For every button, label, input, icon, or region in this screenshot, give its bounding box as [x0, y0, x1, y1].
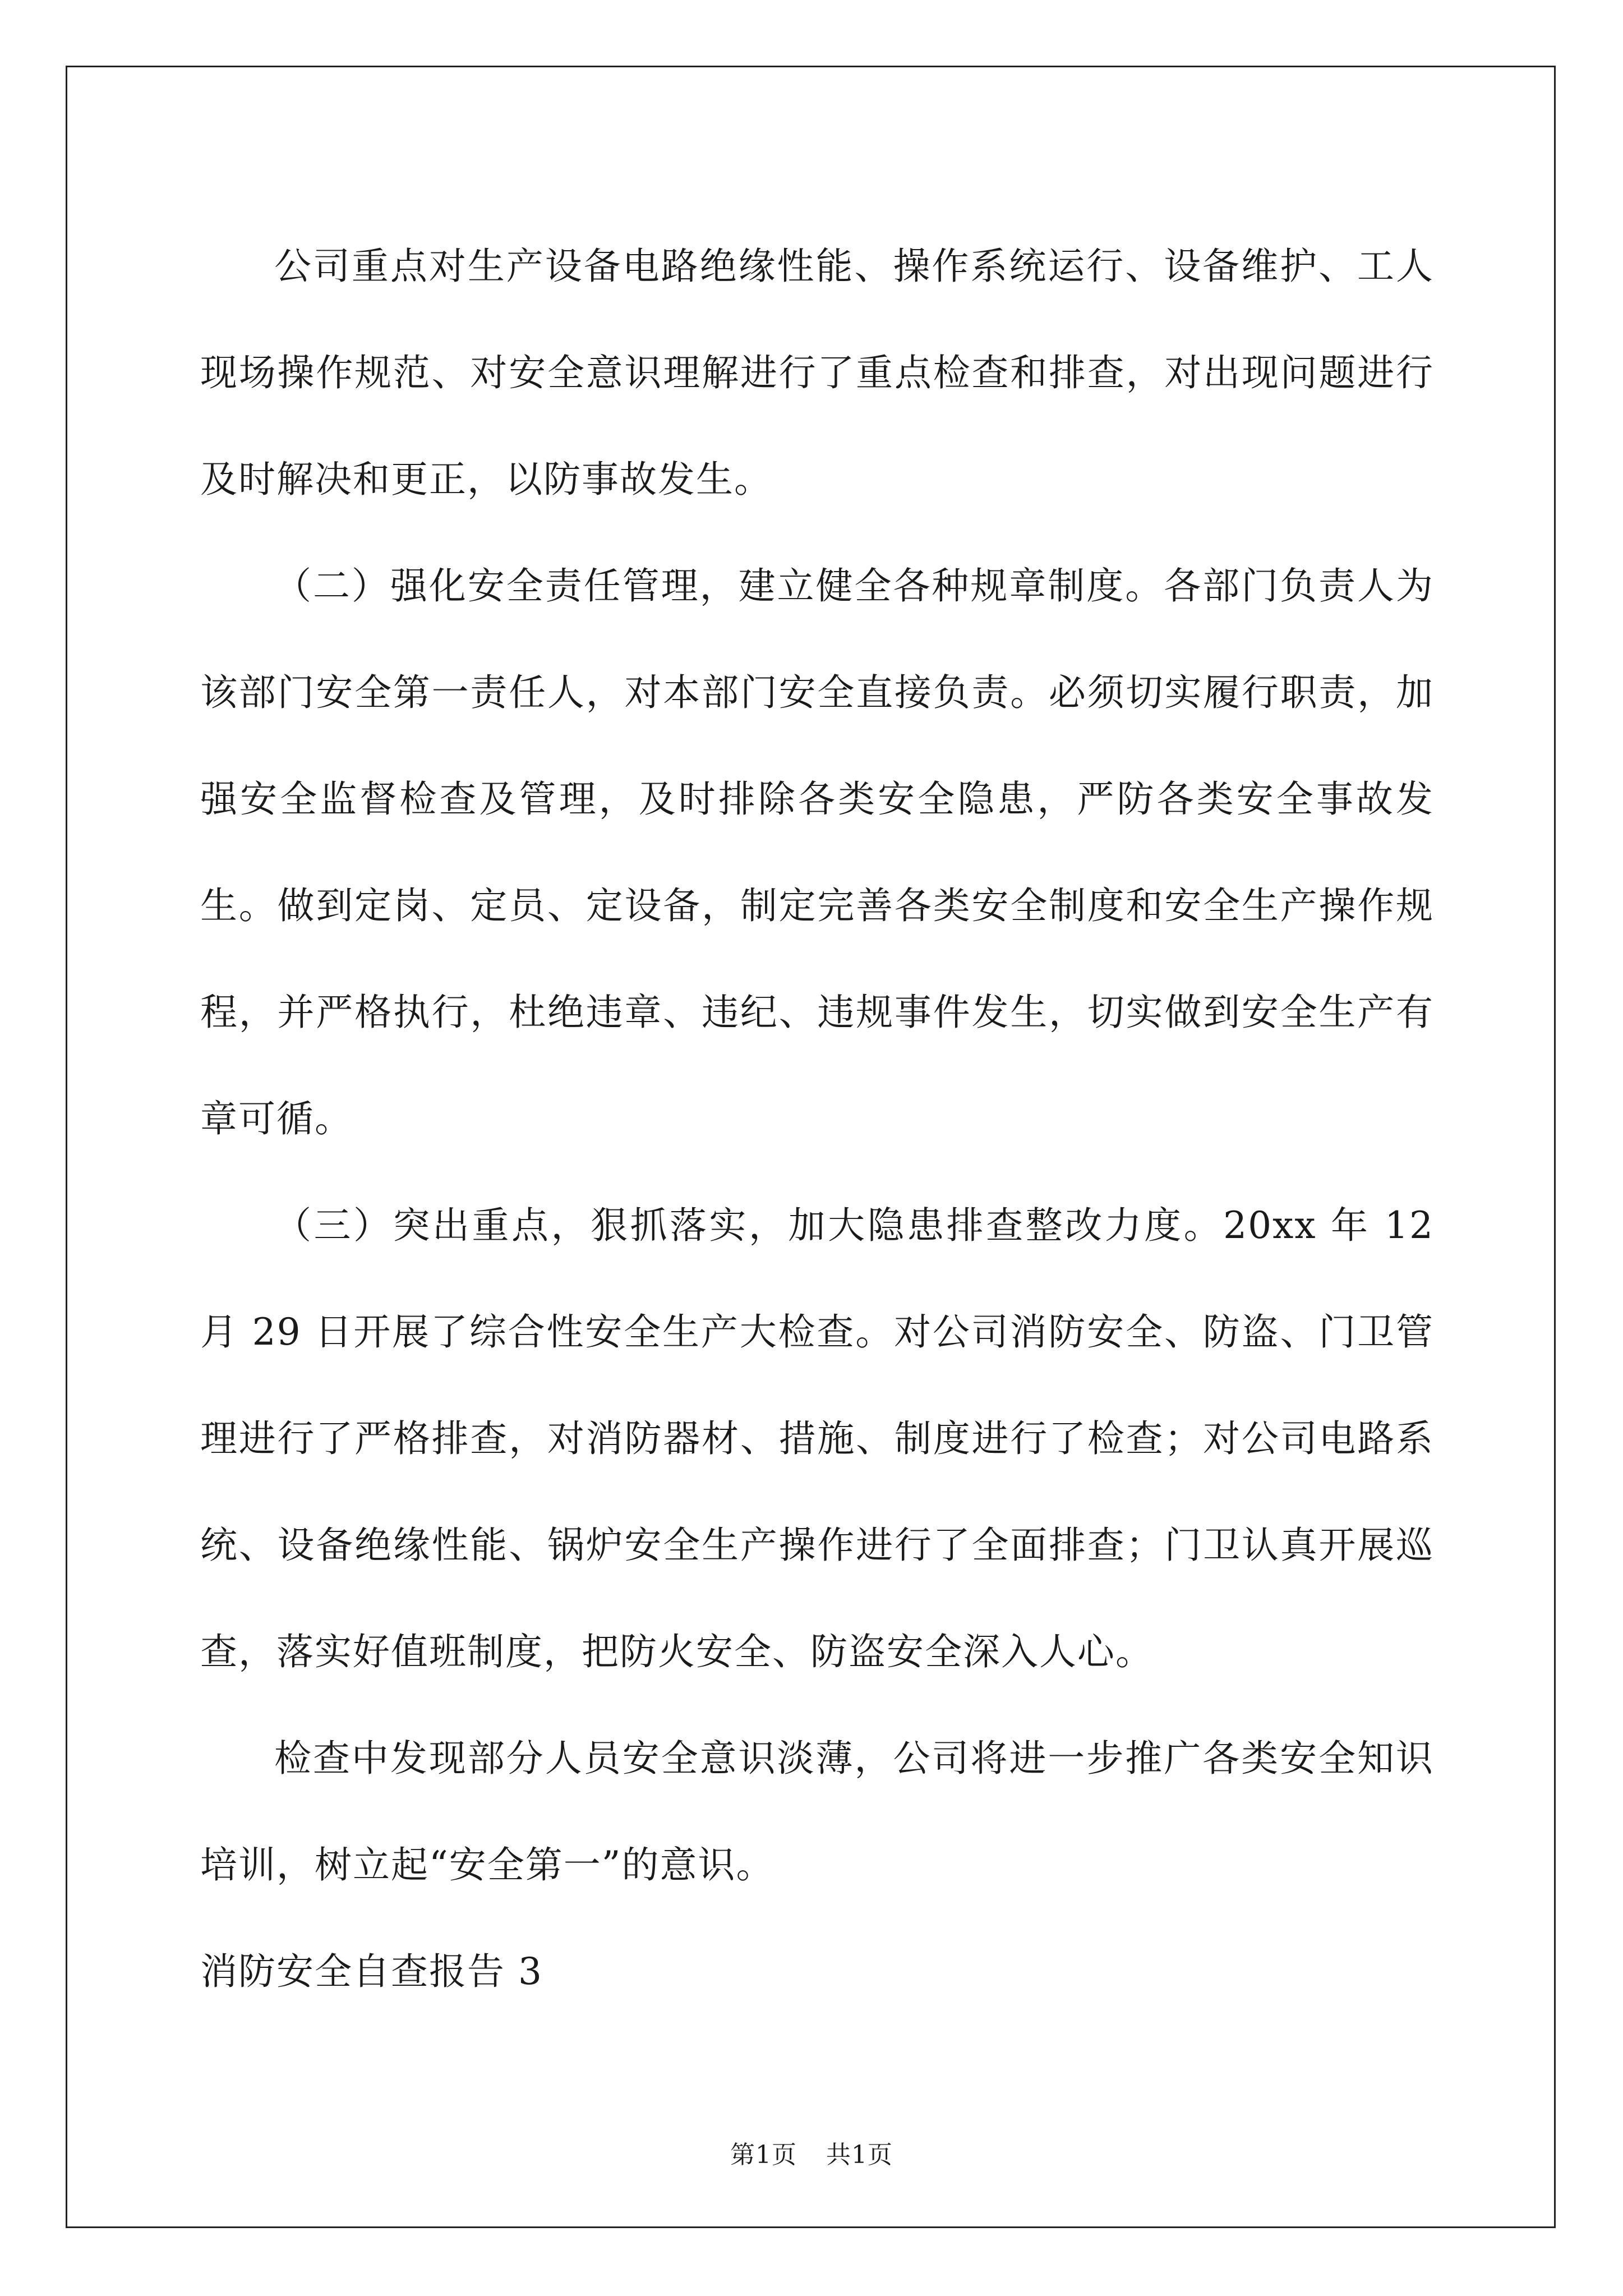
paragraph-1: 公司重点对生产设备电路绝缘性能、操作系统运行、设备维护、工人现场操作规范、对安全意识理解进行了重点检查和排查，对出现问题进行及时解决和更正，以防事故发生。: [200, 245, 1434, 501]
page-number: 第1页: [730, 2141, 797, 2169]
paragraph-2: （二）强化安全责任管理，建立健全各种规章制度。各部门负责人为该部门安全第一责任人，对本部门安全直接负责。必须切实履行职责，加强安全监督检查及管理，及时排除各类安全隐患，严防各类安全事故发生。做到定岗、定员、定设备，制定完善各类安全制度和安全生产操作规程，并严格执行，杜绝违章、违纪、违规事件发生，切实做到安全生产有章可循。: [200, 564, 1434, 1140]
page-total: 共1页: [826, 2141, 893, 2169]
page-footer: [0, 2134, 1623, 2170]
section-heading: 消防安全自查报告 3: [200, 1950, 543, 1993]
document-body: [200, 213, 1434, 2025]
paragraph-4: 检查中发现部分人员安全意识淡薄，公司将进一步推广各类安全知识培训，树立起“安全第一”的意识。: [200, 1737, 1434, 1887]
paragraph-3: （三）突出重点，狠抓落实，加大隐患排查整改力度。20xx 年 12 月 29 日开展了综合性安全生产大检查。对公司消防安全、防盗、门卫管理进行了严格排查，对消防器材、措施、制度进行了检查；对公司电路系统、设备绝缘性能、锅炉安全生产操作进行了全面排查；门卫认真开展巡查，落实好值班制度，把防火安全、防盗安全深入人心。: [200, 1204, 1434, 1673]
